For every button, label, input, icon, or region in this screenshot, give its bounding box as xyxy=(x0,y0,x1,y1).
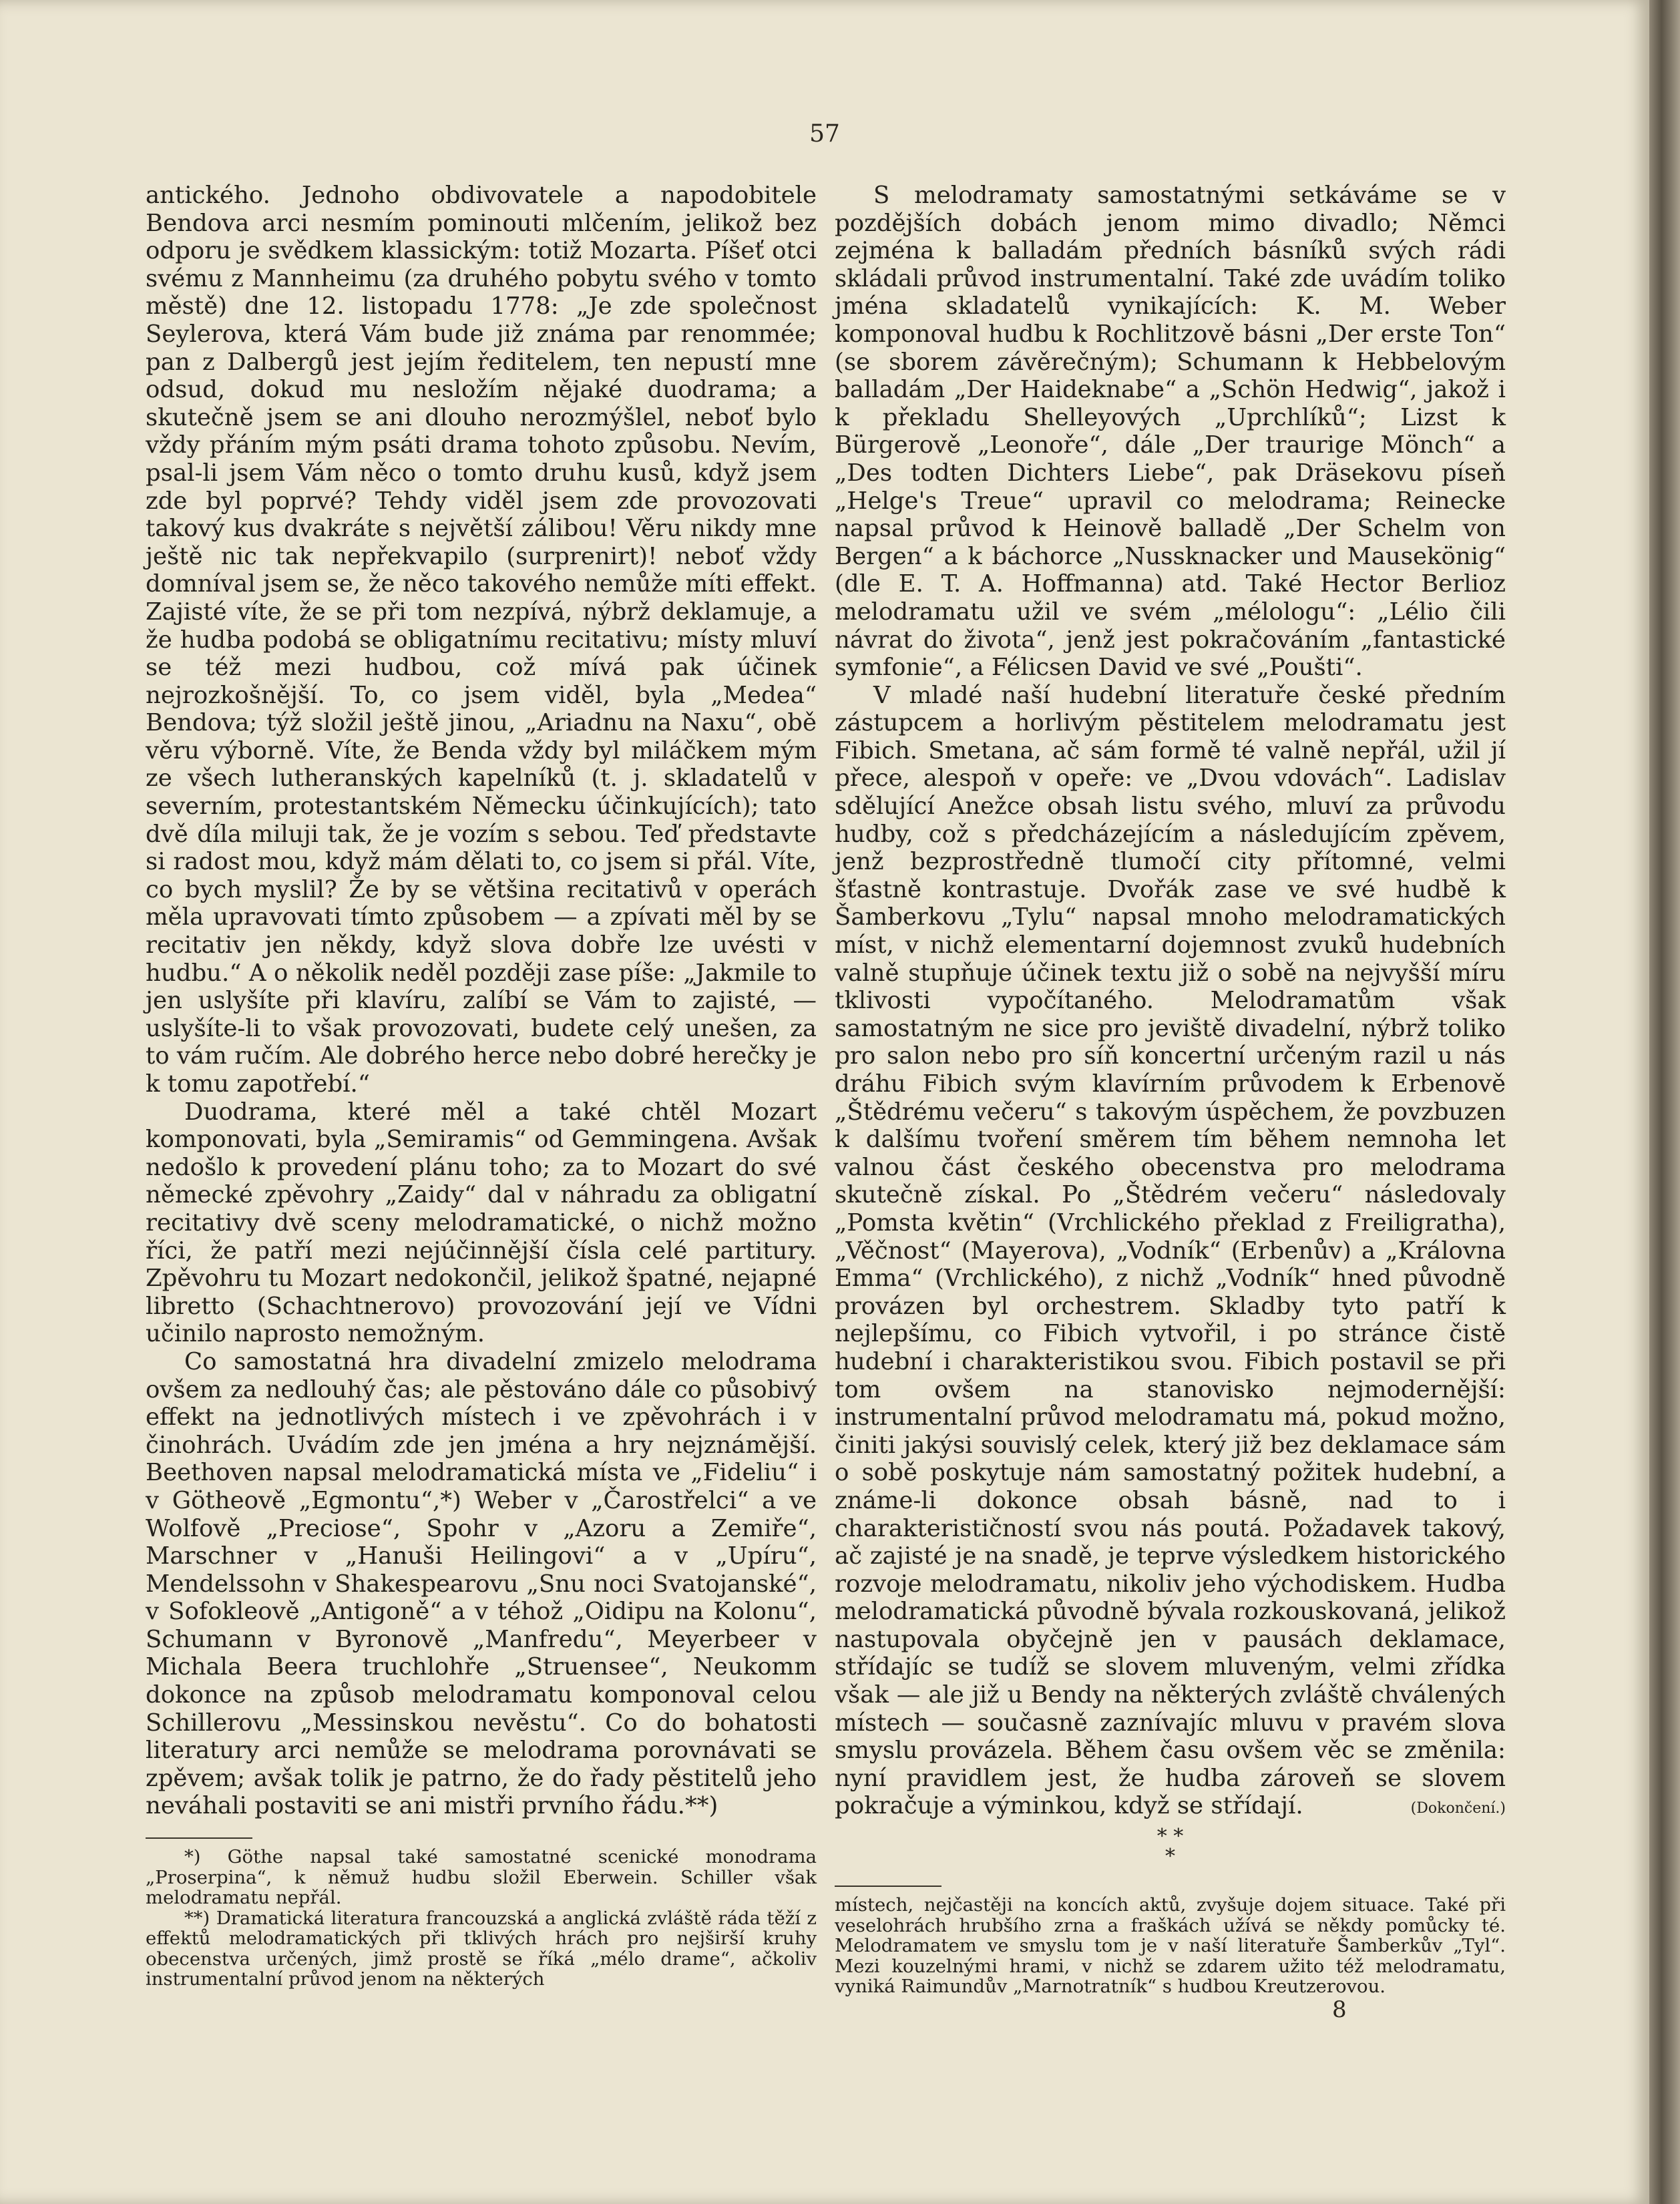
asterisk-bottom: * xyxy=(1165,1845,1175,1869)
left-column xyxy=(146,182,817,1990)
left-paragraph-duodrama: Duodrama, které měl a také chtěl Mozart komponovati, byla „Semiramis“ od Gemmingena. Avšak nedošlo k provedení plánu toho; za to Mozart do své německé zpěvohry „Zaidy“ dal v náhradu za obligatní recitativy dvě sceny melodramatické, o nichž možno říci, že patří mezi nejúčinnější čísla celé partitury. Zpěvohru tu Mozart nedokončil, jelikož špatné, nejapné libretto (Schachtnerovo) provozování její ve Vídni učinilo naprosto nemožným. xyxy=(146,1098,817,1348)
left-paragraph-mozart-letter: antického. Jednoho obdivovatele a napodobitele Bendova arci nesmím pominouti mlčením, jelikož bez odporu je svědkem klassickým: totiž Mozarta. Píšeť otci svému z Mannheimu (za druhého pobytu svého v tomto městě) dne 12. listopadu 1778: „Je zde společnost Seylerova, která Vám bude již známa par renommée; pan z Dalbergů jest jejím ředitelem, ten nepustí mne odsud, dokud mu nesložím nějaké duodrama; a skutečně jsem se ani dlouho nerozmýšlel, neboť bylo vždy přáním mým psáti drama tohoto způsobu. Nevím, psal-li jsem Vám něco o tomto druhu kusů, když jsem zde byl poprvé? Tehdy viděl jsem zde provozovati takový kus dvakráte s největší zálibou! Věru nikdy mne ještě nic tak nepřekvapilo (surprenirt)! neboť vždy domníval jsem se, že něco takového nemůže míti effekt. Zajisté víte, že se při tom nezpívá, nýbrž deklamuje, a že hudba podobá se obligatnímu recitativu; místy mluví se též mezi hudbou, což mívá pak účinek nejrozkošnější. To, co jsem viděl, byla „Medea“ Bendova; týž složil ještě jinou, „Ariadnu na Naxu“, obě věru výborně. Víte, že Benda vždy byl miláčkem mým ze všech lutheranských kapelníků (t. j. skladatelů v severním, protestantském Německu účinkujících); tato dvě díla miluji tak, že je vozím s sebou. Teď představte si radost mou, když mám dělati to, co jsem si přál. Víte, co bych myslil? Že by se většina recitativů v operách měla upravovati tímto způsobem — a zpívati měl by se recitativ jen někdy, když slova dobře lze uvésti v hudbu.“ A o několik neděl později zase píše: „Jakmile to jen uslyšíte při klavíru, zalíbí se Vám to zajisté, — uslyšíte-li to však provozovati, budete celý unešen, za to vám ručím. Ale dobrého herce nebo dobré herečky je k tomu zapotřebí.“ xyxy=(146,182,817,1098)
sheet-signature: 8 xyxy=(1332,1996,1347,2023)
right-paragraph-standalone-melodramas: S melodramaty samostatnými setkáváme se v pozdějších dobách jenom mimo divadlo; Němci zejména k balladám předních básníků svých rádi skládali průvod instrumentalní. Také zde uvádím toliko jména skladatelů vynikajících: K. M. Weber komponoval hudbu k Rochlitzově básni „Der erste Ton“ (se sborem závěrečným); Schumann k Hebbelovým balladám „Der Haideknabe“ a „Schön Hedwig“, jakož i k překladu Shelleyových „Uprchlíků“; Lizst k Bürgerově „Leonoře“, dále „Der traurige Mönch“ a „Des todten Dichters Liebe“, pak Dräsekovu píseň „Helge's Treue“ upravil co melodrama; Reinecke napsal průvod k Heinově balladě „Der Schelm von Bergen“ a k báchorce „Nussknacker und Mausekönig“ (dle E. T. A. Hoffmanna) atd. Také Hector Berlioz melodramatu užil ve svém „mélologu“: „Lélio čili návrat do života“, jenž jest pokračováním „fantastické symfonie“, a Félicsen David ve své „Poušti“. xyxy=(835,182,1506,682)
asterisks-top: * * xyxy=(1157,1825,1184,1849)
book-spine-edge xyxy=(1649,0,1680,2204)
footnote-2: **) Dramatická literatura francouzská a anglická zvláště ráda těží z effektů melodramatických při tklivých hrách pro nejširší kruhy obecenstva určených, jimž prostě se říká „mélo drame“, ačkoliv instrumentalní průvod jenom na některých xyxy=(146,1907,817,1990)
footnote-1: *) Göthe napsal také samostatné scenické monodrama „Proserpina“, k němuž hudbu složil Eberwein. Schiller však melodramatu nepřál. xyxy=(146,1846,817,1909)
to-be-concluded-note: (Dokončení.) xyxy=(1410,1800,1506,1817)
footnote-divider-right xyxy=(835,1886,941,1887)
page-number: 57 xyxy=(809,120,840,148)
section-asterisks xyxy=(835,1825,1506,1868)
right-column xyxy=(835,182,1506,1997)
left-paragraph-melodrama-works: Co samostatná hra divadelní zmizelo melodrama ovšem za nedlouhý čas; ale pěstováno dále co působivý effekt na jednotlivých místech i ve zpěvohrách i v činohrách. Uvádím zde jen jména a hry nejznámější. Beethoven napsal melodramatická místa ve „Fideliu“ i v Götheově „Egmontu“,*) Weber v „Čarostřelci“ a ve Wolfově „Preciose“, Spohr v „Azoru a Zemiře“, Marschner v „Hanuši Heilingovi“ a v „Upíru“, Mendelssohn v Shakespearovu „Snu noci Svatojanské“, v Sofokleově „Antigoně“ a v téhož „Oidipu na Kolonu“, Schumann v Byronově „Manfredu“, Meyerbeer v Michala Beera truchlohře „Struensee“, Neukomm dokonce na způsob melodramatu komponoval celou Schillerovu „Messinskou nevěstu“. Co do bohatosti literatury arci nemůže se melodrama porovnávati se zpěvem; avšak tolik je patrno, že do řady pěstitelů jeho neváhali postaviti se ani mistři prvního řádu.**) xyxy=(146,1347,817,1820)
left-footnotes xyxy=(146,1847,817,1990)
footnote-divider xyxy=(146,1837,252,1839)
right-paragraph-czech-melodrama: V mladé naší hudební literatuře české předním zástupcem a horlivým pěstitelem melodramatu jest Fibich. Smetana, ač sám formě té valně nepřál, užil jí přece, alespoň v opeře: ve „Dvou vdovách“. Ladislav sdělující Anežce obsah listu svého, mluví za průvodu hudby, což s předcházejícím a následujícím zpěvem, jenž bezprostředně tlumočí city přítomné, velmi šťastně kontrastuje. Dvořák zase ve své hudbě k Šamberkovu „Tylu“ napsal mnoho melodramatických míst, v nichž elementarní dojemnost zvuků hudebních valně stupňuje účinek textu již o sobě na nejvyšší míru tklivosti vypočítaného. Melodramatům však samostatným ne sice pro jeviště divadelní, nýbrž toliko pro salon nebo pro síň koncertní určeným razil u nás dráhu Fibich svým klavírním průvodem k Erbenově „Štědrému večeru“ s takovým úspěchem, že povzbuzen k dalšímu tvoření směrem tím během nemnoha let valnou část českého obecenstva pro melodrama skutečně získal. Po „Štědrém večeru“ následovaly „Pomsta květin“ (Vrchlického překlad z Freiligratha), „Věčnost“ (Mayerova), „Vodník“ (Erbenův) a „Královna Emma“ (Vrchlického), z nichž „Vodník“ hned původně provázen byl orchestrem. Skladby tyto patří k nejlepšímu, co Fibich vytvořil, i po stránce čistě hudební i charakteristikou svou. Fibich postavil se při tom ovšem na stanovisko nejmodernější: instrumentalní průvod melodramatu má, pokud možno, činiti jakýsi souvislý celek, který již bez deklamace sám o sobě poskytuje nám samostatný požitek hudební, a známe-li dokonce obsah básně, nad to i charakterističností svou nás poutá. Požadavek takový, ač zajisté je na snadě, je teprve výsledkem historického rozvoje melodramatu, nikoliv jeho východiskem. Hudba melodramatická původně bývala rozkouskovaná, jelikož nastupovala obyčejně jen v pausách deklamace, střídajíc se tudíž se slovem mluveným, velmi zřídka však — ale již u Bendy na některých zvláště chválených místech — současně zaznívajíc mluvu v pravém slova smyslu provázela. Během času ovšem věc se změnila: nyní pravidlem jest, že hudba zároveň se slovem pokračuje a výminkou, když se střídají. xyxy=(835,681,1506,1820)
footnote-2-continuation: místech, nejčastěji na koncích aktů, zvyšuje dojem situace. Také při veselohrách hrubšího zrna a fraškách užívá se někdy pomůcky té. Melodramatem ve smyslu tom je v naší literatuře Šamberkův „Tyl“. Mezi kouzelnými hrami, v nichž se zdarem užito též melodramatu, vyniká Raimundův „Marnotratník“ s hudbou Kreutzerovou. xyxy=(835,1894,1506,1998)
right-footnotes xyxy=(835,1895,1506,1997)
